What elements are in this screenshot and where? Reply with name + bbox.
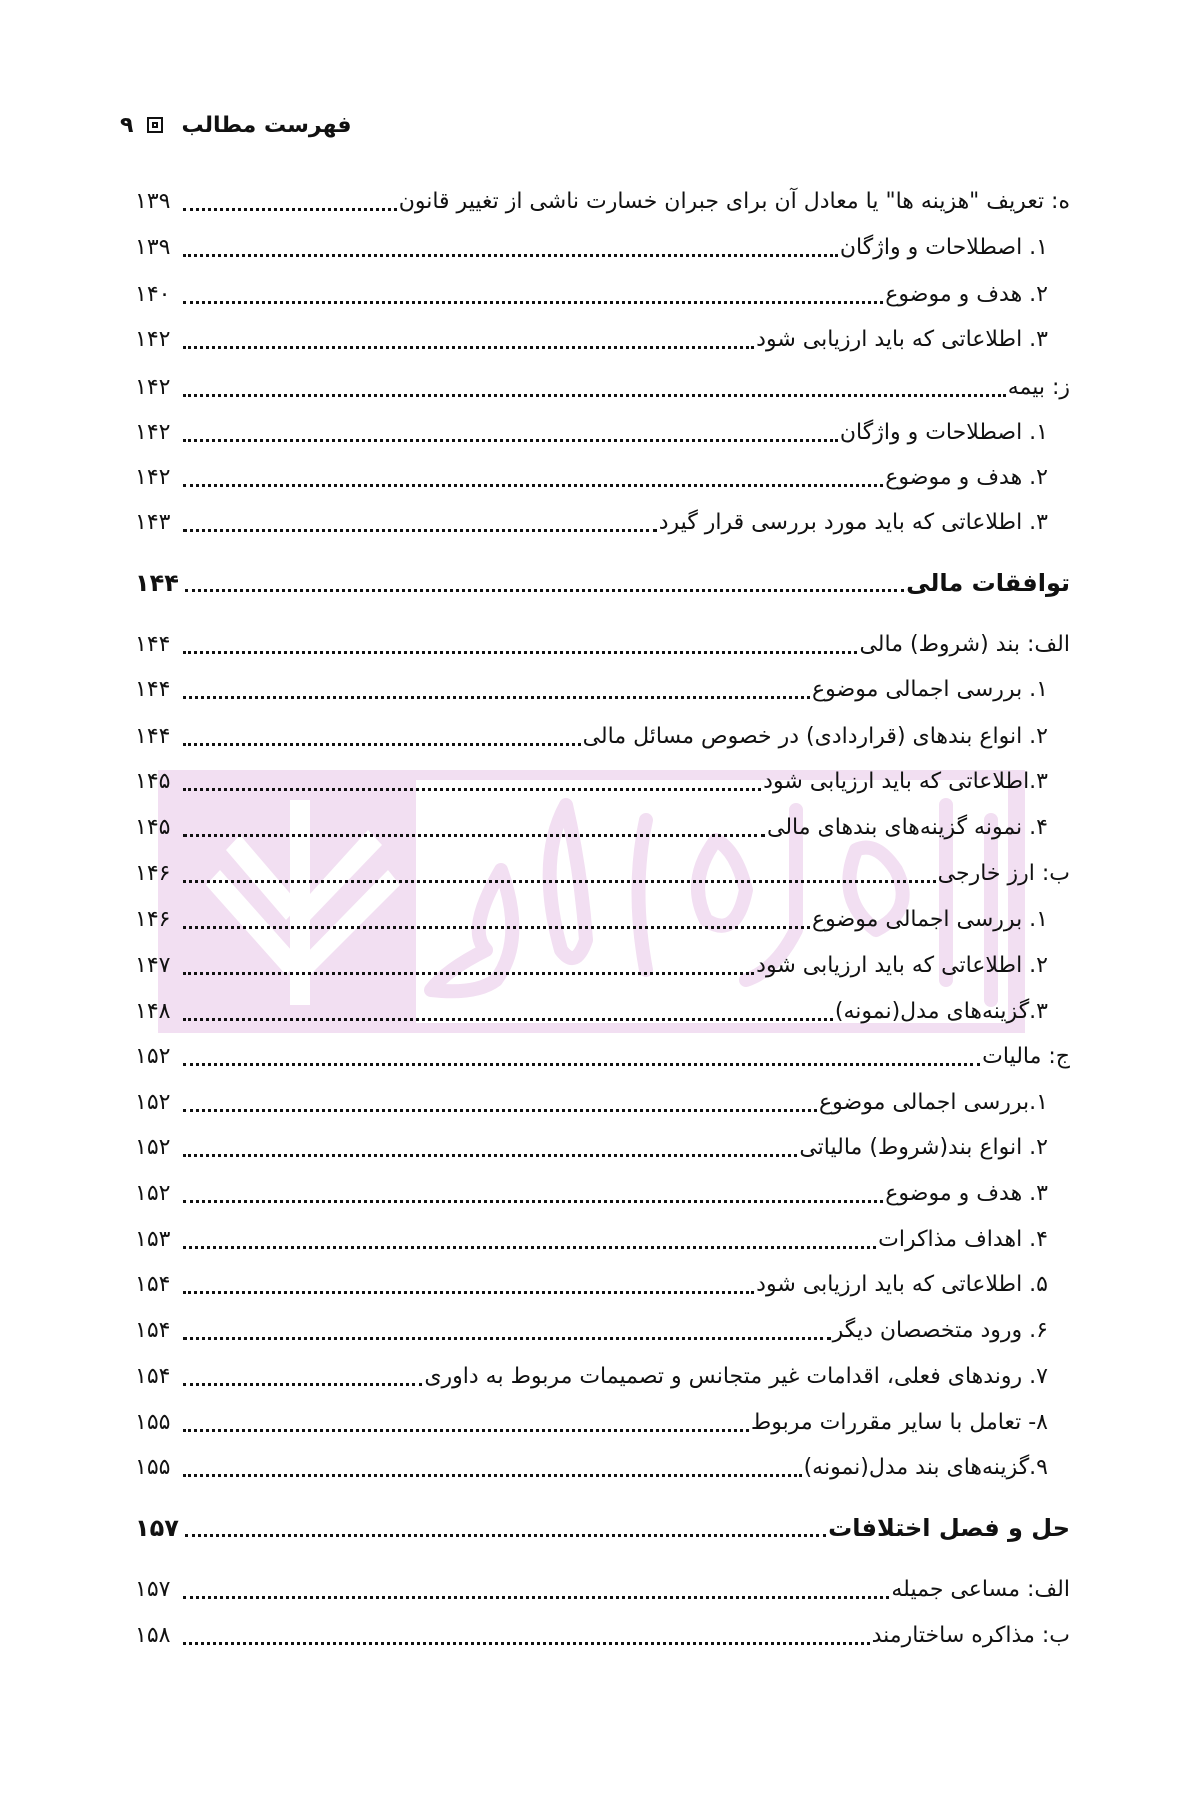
toc-page-number: ۱۴۶ [135, 861, 171, 886]
leader-dots [183, 254, 838, 257]
toc-entry[interactable]: ۲. انواع بندهای (قراردادی) در خصوص مسائل مالی ۱۴۴ [135, 717, 1070, 757]
page-header [120, 105, 352, 145]
toc-page-number: ۱۴۵ [135, 815, 171, 840]
toc-entry[interactable]: ۸- تعامل با سایر مقررات مربوط ۱۵۵ [135, 1403, 1070, 1443]
toc-page-number: ۱۵۲ [135, 1135, 171, 1160]
toc-entry[interactable]: ۷. روندهای فعلی، اقدامات غیر متجانس و تصمیمات مربوط به داوری ۱۵۴ [135, 1357, 1070, 1397]
toc-entry[interactable]: ه: تعریف "هزینه ها" یا معادل آن برای جبران خسارت ناشی از تغییر قانون ۱۳۹ [135, 182, 1070, 222]
leader-dots [183, 972, 754, 975]
leader-dots [185, 1534, 826, 1537]
toc-page-number: ۱۵۴ [135, 1318, 171, 1343]
toc-entry[interactable]: ۵. اطلاعاتی که باید ارزیابی شود ۱۵۴ [135, 1265, 1070, 1305]
leader-dots [183, 743, 581, 746]
leader-dots [183, 788, 761, 791]
toc-entry[interactable]: الف: بند (شروط) مالی ۱۴۴ [135, 625, 1070, 665]
leader-dots [185, 589, 904, 592]
leader-dots [183, 1474, 802, 1477]
toc-entry[interactable]: ۴. اهداف مذاکرات ۱۵۳ [135, 1220, 1070, 1260]
toc-page-number: ۱۴۴ [135, 569, 179, 597]
toc-entry[interactable]: ب: مذاکره ساختارمند ۱۵۸ [135, 1616, 1070, 1656]
toc-page-number: ۱۴۴ [135, 677, 171, 702]
toc-page-number: ۱۵۲ [135, 1181, 171, 1206]
toc-page-number: ۱۳۹ [135, 235, 171, 260]
toc-page-number: ۱۴۰ [135, 282, 171, 307]
leader-dots [183, 394, 1006, 397]
toc-page-number: ۱۵۲ [135, 1044, 171, 1069]
toc-page-number: ۱۵۸ [135, 1623, 171, 1648]
toc-entry[interactable]: ۱. بررسی اجمالی موضوع ۱۴۶ [135, 900, 1070, 940]
toc-page-number: ۱۴۲ [135, 327, 171, 352]
page-title: فهرست مطالب [181, 112, 352, 138]
toc-entry[interactable]: ۶. ورود متخصصان دیگر ۱۵۴ [135, 1311, 1070, 1351]
leader-dots [183, 208, 397, 211]
toc-entry[interactable]: الف: مساعی جمیله ۱۵۷ [135, 1570, 1070, 1610]
leader-dots [183, 1291, 754, 1294]
toc-page-number: ۱۴۷ [135, 953, 171, 978]
toc-page-number: ۱۵۴ [135, 1272, 171, 1297]
toc-entry[interactable]: ۳.اطلاعاتی که باید ارزیابی شود ۱۴۵ [135, 762, 1070, 802]
page-number: ۹ [120, 112, 134, 138]
nested-square-icon [147, 117, 163, 133]
toc-entry[interactable]: ۴. نمونه گزینه‌های بندهای مالی ۱۴۵ [135, 808, 1070, 848]
toc-page-number: ۱۴۴ [135, 724, 171, 749]
leader-dots [183, 880, 936, 883]
toc-entry[interactable]: ۳. اطلاعاتی که باید مورد بررسی قرار گیرد ۱۴۳ [135, 503, 1070, 543]
toc-page-number: ۱۵۷ [135, 1577, 171, 1602]
toc-page-number: ۱۴۲ [135, 420, 171, 445]
leader-dots [183, 1596, 889, 1599]
leader-dots [183, 301, 883, 304]
leader-dots [183, 1429, 749, 1432]
toc-page-number: ۱۴۶ [135, 907, 171, 932]
leader-dots [183, 1063, 980, 1066]
toc-page-number: ۱۵۲ [135, 1090, 171, 1115]
leader-dots [183, 346, 754, 349]
toc-entry[interactable]: ۳. اطلاعاتی که باید ارزیابی شود ۱۴۲ [135, 320, 1070, 360]
toc-page-number: ۱۴۳ [135, 510, 171, 535]
toc-entry[interactable]: ۲. هدف و موضوع ۱۴۲ [135, 458, 1070, 498]
toc-entry[interactable]: ۲. اطلاعاتی که باید ارزیابی شود ۱۴۷ [135, 946, 1070, 986]
leader-dots [183, 651, 857, 654]
leader-dots [183, 696, 810, 699]
toc-entry[interactable]: ۹.گزینه‌های بند مدل(نمونه) ۱۵۵ [135, 1448, 1070, 1488]
leader-dots [183, 484, 883, 487]
toc-entry[interactable]: ۳.گزینه‌های مدل(نمونه) ۱۴۸ [135, 992, 1070, 1032]
toc-page-number: ۱۴۴ [135, 632, 171, 657]
toc-entry[interactable]: ۱.بررسی اجمالی موضوع ۱۵۲ [135, 1083, 1070, 1123]
leader-dots [183, 1109, 817, 1112]
toc-entry[interactable]: ج: مالیات ۱۵۲ [135, 1037, 1070, 1077]
toc-chapter-heading[interactable]: حل و فصل اختلافات ۱۵۷ [135, 1508, 1070, 1548]
toc-page-number: ۱۴۲ [135, 465, 171, 490]
toc-page-number: ۱۵۳ [135, 1227, 171, 1252]
leader-dots [183, 834, 765, 837]
leader-dots [183, 1200, 883, 1203]
toc-entry[interactable]: ز: بیمه ۱۴۲ [135, 368, 1070, 408]
leader-dots [183, 439, 838, 442]
toc-page-number: ۱۵۴ [135, 1364, 171, 1389]
toc-entry[interactable]: ۳. هدف و موضوع ۱۵۲ [135, 1174, 1070, 1214]
leader-dots [183, 1383, 422, 1386]
toc-chapter-heading[interactable]: توافقات مالی ۱۴۴ [135, 563, 1070, 603]
leader-dots [183, 529, 657, 532]
leader-dots [183, 1337, 831, 1340]
toc-entry[interactable]: ۲. انواع بند(شروط) مالیاتی ۱۵۲ [135, 1128, 1070, 1168]
toc-entry[interactable]: ۱. اصطلاحات و واژگان ۱۳۹ [135, 228, 1070, 268]
toc-page-number: ۱۴۲ [135, 375, 171, 400]
toc-entry[interactable]: ۲. هدف و موضوع ۱۴۰ [135, 275, 1070, 315]
toc-page-number: ۱۵۵ [135, 1455, 171, 1480]
toc-page-number: ۱۵۵ [135, 1410, 171, 1435]
toc-entry[interactable]: ۱. بررسی اجمالی موضوع ۱۴۴ [135, 670, 1070, 710]
toc-page-number: ۱۵۷ [135, 1514, 179, 1542]
leader-dots [183, 1018, 833, 1021]
leader-dots [183, 1154, 797, 1157]
toc-page-number: ۱۴۸ [135, 999, 171, 1024]
toc-page-number: ۱۳۹ [135, 189, 171, 214]
toc-page-number: ۱۴۵ [135, 769, 171, 794]
toc-entry[interactable]: ب: ارز خارجی ۱۴۶ [135, 854, 1070, 894]
leader-dots [183, 926, 810, 929]
leader-dots [183, 1642, 870, 1645]
toc-entry[interactable]: ۱. اصطلاحات و واژگان ۱۴۲ [135, 413, 1070, 453]
leader-dots [183, 1246, 876, 1249]
